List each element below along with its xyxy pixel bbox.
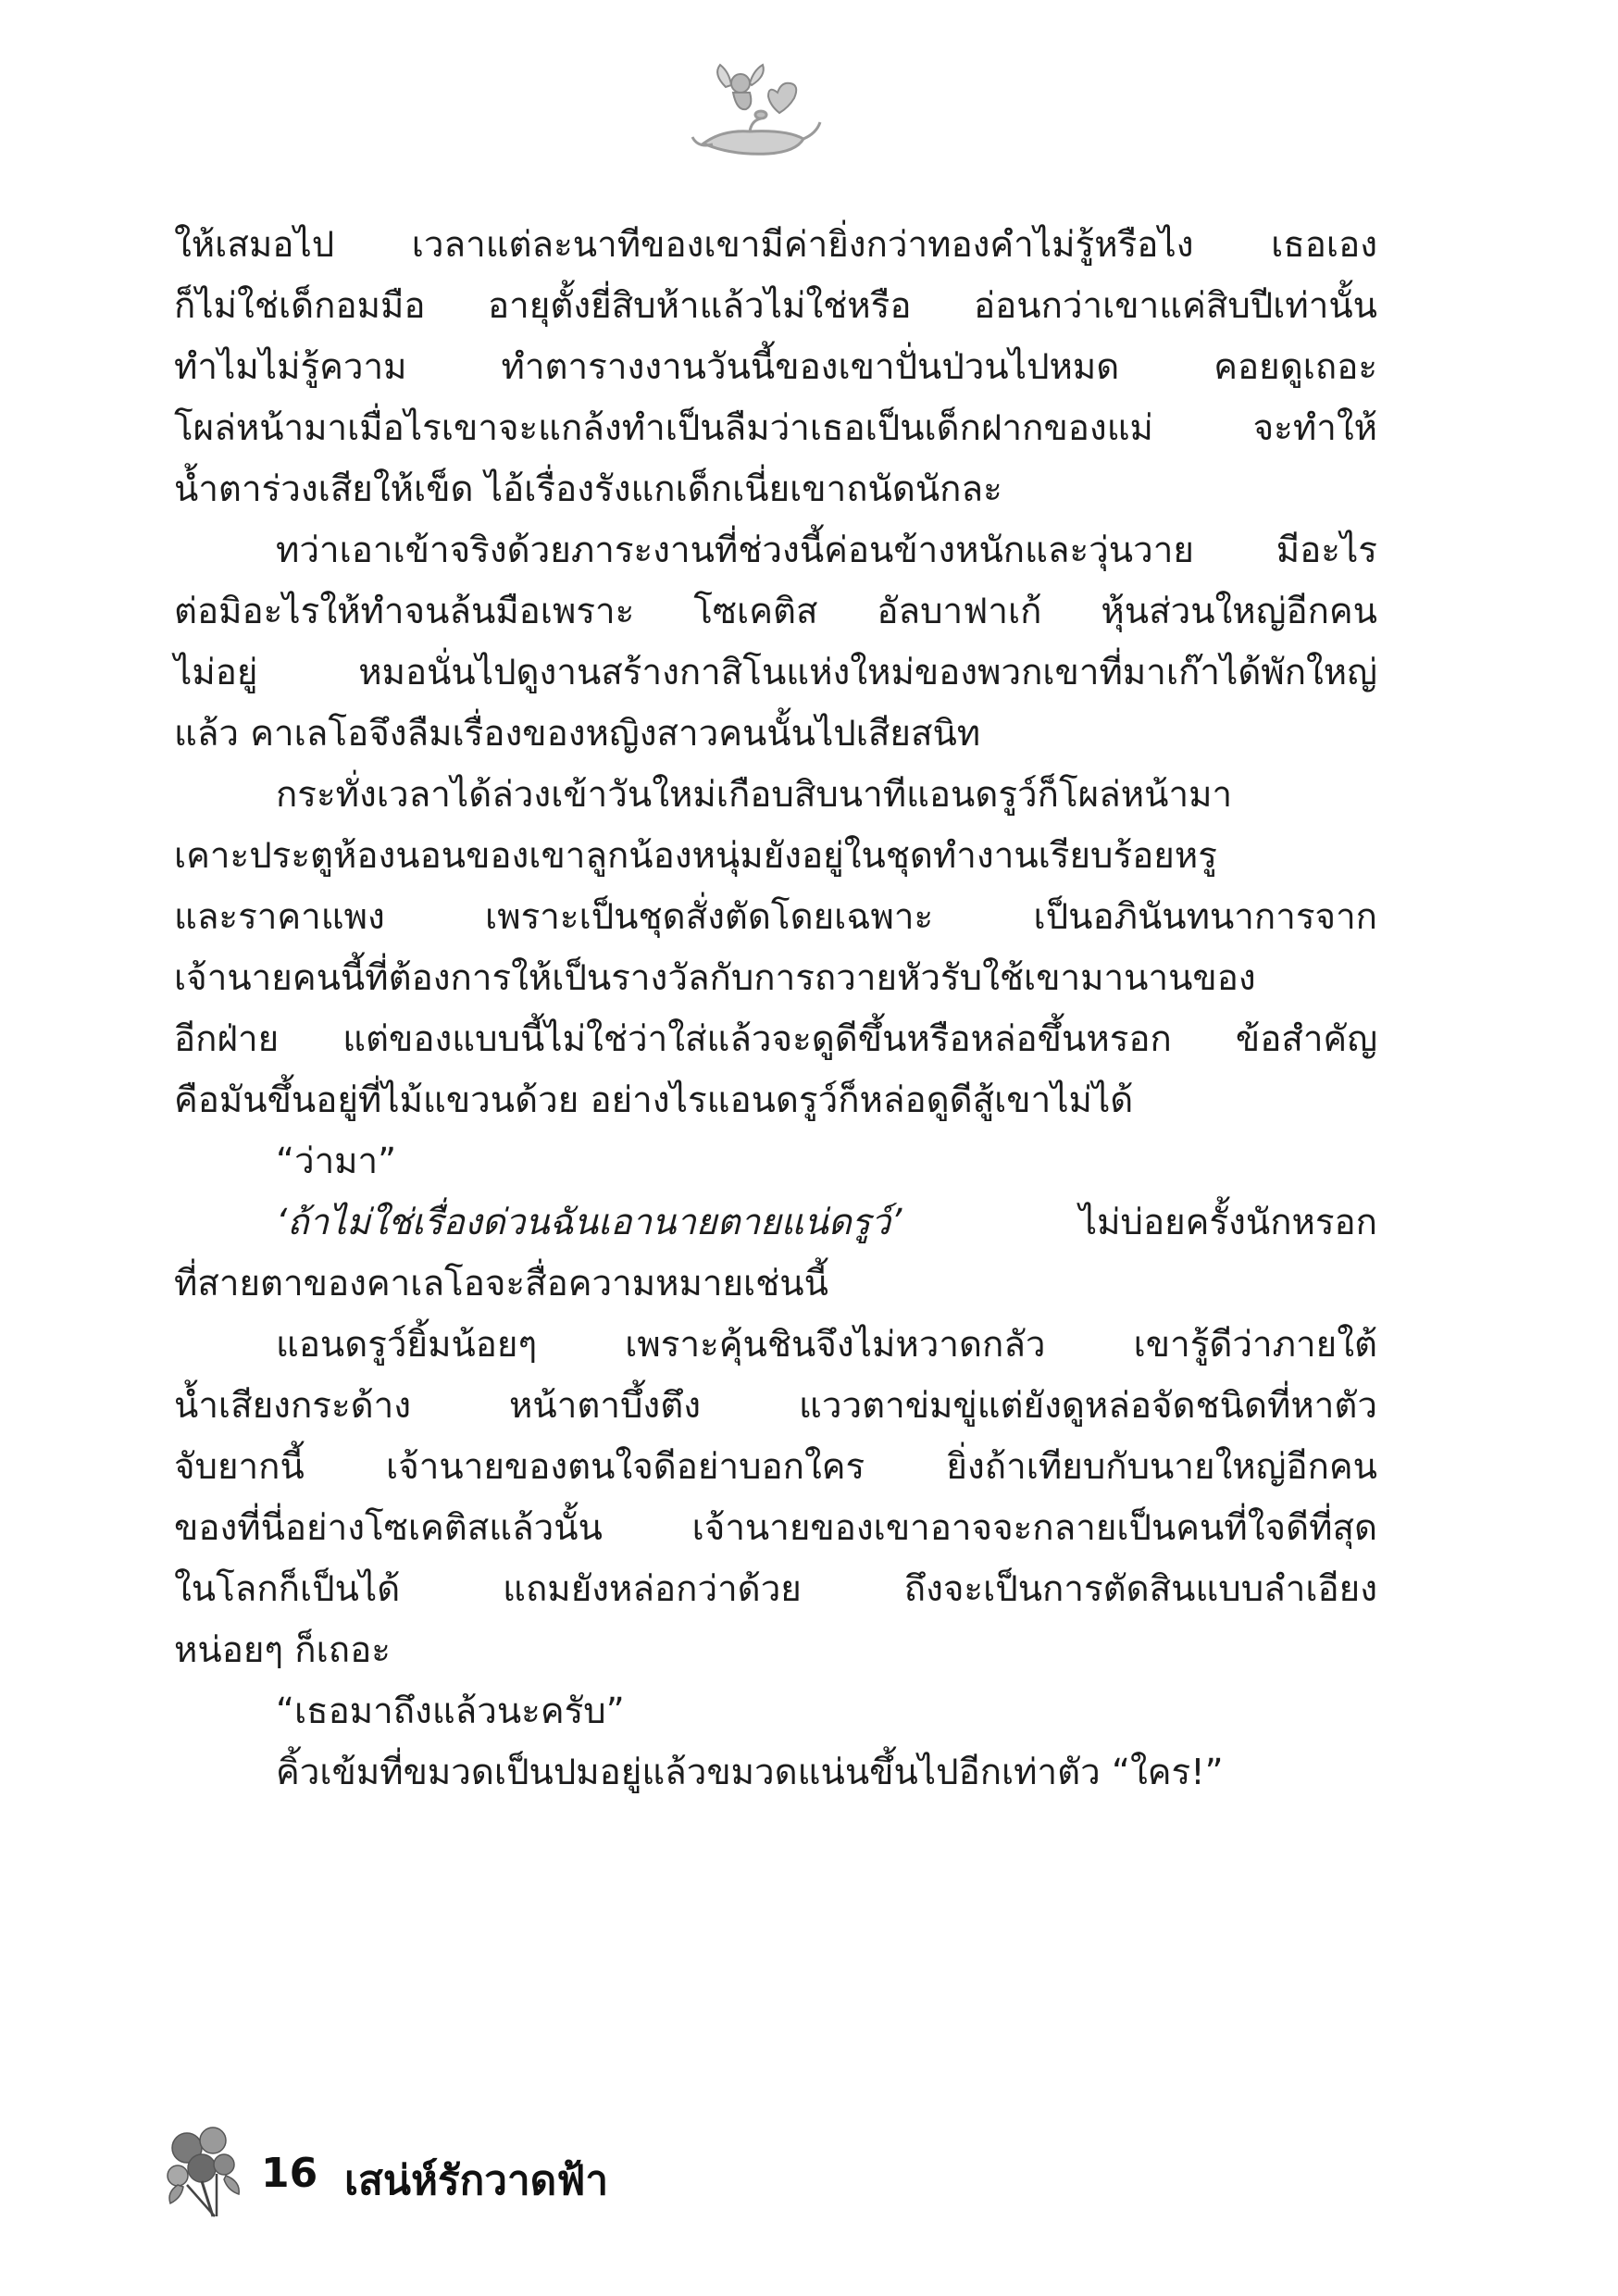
text-line: ทว่าเอาเข้าจริงด้วยภาระงานที่ช่วงนี้ค่อนข้างหนักและวุ่นวาย มีอะไร (276, 530, 1377, 571)
text-line: ที่สายตาของคาเลโอจะสื่อความหมายเช่นนี้ (174, 1263, 828, 1304)
text-line: และราคาแพง เพราะเป็นชุดสั่งตัดโดยเฉพาะ เป็นอภินันทนาการจาก (174, 896, 1377, 938)
text-line: เจ้านายคนนี้ที่ต้องการให้เป็นรางวัลกับการถวายหัวรับใช้เขามานานของ (174, 957, 1256, 999)
text-line (174, 1192, 1377, 1254)
text-line: ของที่นี่อย่างโซเคติสแล้วนั้น เจ้านายของเขาอาจจะกลายเป็นคนที่ใจดีที่สุด (174, 1507, 1377, 1549)
page-footer (159, 2120, 807, 2222)
text-line: ให้เสมอไป เวลาแต่ละนาทีของเขามีค่ายิ่งกว่าทองคำไม่รู้หรือไง เธอเอง (174, 224, 1377, 266)
text-line: ต่อมิอะไรให้ทำจนล้นมือเพราะ โซเคติส อัลบาฟาเก้ หุ้นส่วนใหญ่อีกคน (174, 591, 1377, 632)
text-line: ในโลกก็เป็นได้ แถมยังหล่อกว่าด้วย ถึงจะเป็นการตัดสินแบบลำเอียง (174, 1568, 1377, 1610)
italic-thought: ‘ถ้าไม่ใช่เรื่องด่วนฉันเอานายตายแน่ดรูว์’ (276, 1202, 902, 1243)
page-number: 16 (261, 2150, 318, 2197)
dialogue-line: “ว่ามา” (276, 1141, 397, 1182)
body-text (174, 215, 1377, 1803)
text-line: แอนดรูว์ยิ้มน้อยๆ เพราะคุ้นชินจึงไม่หวาดกลัว เขารู้ดีว่าภายใต้ (276, 1324, 1377, 1366)
text-line: เคาะประตูห้องนอนของเขาลูกน้องหนุ่มยังอยู่ในชุดทำงานเรียบร้อยหรู (174, 835, 1217, 877)
text-line: กระทั่งเวลาได้ล่วงเข้าวันใหม่เกือบสิบนาทีแอนดรูว์ก็โผล่หน้ามา (276, 774, 1233, 816)
text-line: หน่อยๆ ก็เถอะ (174, 1629, 391, 1671)
text-line: คิ้วเข้มที่ขมวดเป็นปมอยู่แล้วขมวดแน่นขึ้นไปอีกเท่าตัว “ใคร!” (276, 1752, 1224, 1793)
text-line: ทำไมไม่รู้ความ ทำตารางงานวันนี้ของเขาปั่นป่วนไปหมด คอยดูเถอะ (174, 346, 1377, 388)
flower-bouquet-icon (159, 2120, 247, 2222)
text-line: น้ำตาร่วงเสียให้เข็ด ไอ้เรื่องรังแกเด็กเนี่ยเขาถนัดนักละ (174, 468, 1002, 510)
text-span: ไม่บ่อยครั้งนักหรอก (1078, 1202, 1377, 1243)
text-line: น้ำเสียงกระด้าง หน้าตาบึ้งตึง แววตาข่มขู่แต่ยังดูหล่อจัดชนิดที่หาตัว (174, 1385, 1377, 1427)
book-title: เสน่ห์รักวาดฟ้า (344, 2157, 609, 2204)
text-line: อีกฝ่าย แต่ของแบบนี้ไม่ใช่ว่าใส่แล้วจะดูดีขึ้นหรือหล่อขึ้นหรอก ข้อสำคัญ (174, 1018, 1377, 1060)
text-line: แล้ว คาเลโอจึงลืมเรื่องของหญิงสาวคนนั้นไปเสียสนิท (174, 713, 981, 755)
text-line: ก็ไม่ใช่เด็กอมมือ อายุตั้งยี่สิบห้าแล้วไม่ใช่หรือ อ่อนกว่าเขาแค่สิบปีเท่านั้น (174, 285, 1377, 327)
text-line: จับยากนี้ เจ้านายของตนใจดีอย่าบอกใคร ยิ่งถ้าเทียบกับนายใหญ่อีกคน (174, 1446, 1377, 1488)
dialogue-line: “เธอมาถึงแล้วนะครับ” (276, 1691, 625, 1732)
text-line: ไม่อยู่ หมอนั่นไปดูงานสร้างกาสิโนแห่งใหม่ของพวกเขาที่มาเก๊าได้พักใหญ่ (174, 652, 1377, 693)
text-line: โผล่หน้ามาเมื่อไรเขาจะแกล้งทำเป็นลืมว่าเธอเป็นเด็กฝากของแม่ จะทำให้ (174, 407, 1377, 449)
text-line: คือมันขึ้นอยู่ที่ไม้แขวนด้วย อย่างไรแอนดรูว์ก็หล่อดูดีสู้เขาไม่ได้ (174, 1079, 1134, 1121)
cupid-teapot-ornament-icon (685, 56, 824, 167)
